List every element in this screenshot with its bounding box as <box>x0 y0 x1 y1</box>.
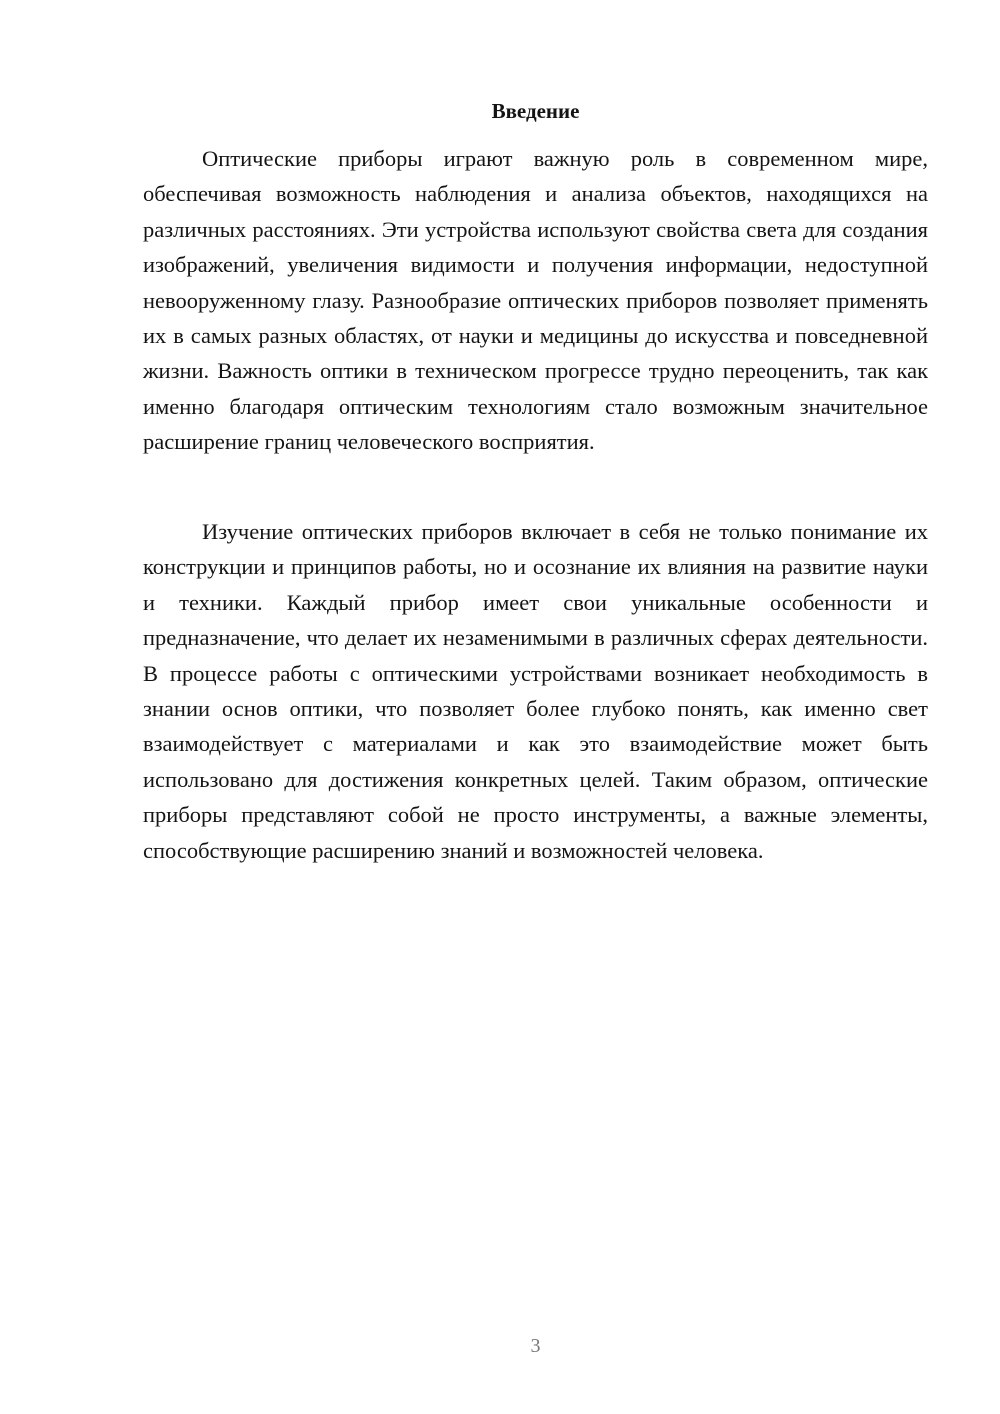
paragraph-2: Изучение оптических приборов включает в себя не только понимание их конструкции и принципов работы, но и осознание их влияния на развитие науки и техники. Каждый прибор имеет свои уникальные особенности и предназначение, что делает их незаменимыми в различных сферах деятельности. В процессе работы с оптическими устройствами возникает необходимость в знании основ оптики, что позволяет более глубоко понять, как именно свет взаимодействует с материалами и как это взаимодействие может быть использовано для достижения конкретных целей. Таким образом, оптические приборы представляют собой не просто инструменты, а важные элементы, способствующие расширению знаний и возможностей человека. <box>143 519 928 863</box>
section-title: Введение <box>491 99 580 123</box>
page-number: 3 <box>530 1335 541 1357</box>
paragraph-1: Оптические приборы играют важную роль в современном мире, обеспечивая возможность наблюдения и анализа объектов, находящихся на различных расстояниях. Эти устройства используют свойства света для создания изображений, увеличения видимости и получения информации, недоступной невооруженному глазу. Разнообразие оптических приборов позволяет применять их в самых разных областях, от науки и медицины до искусства и повседневной жизни. Важность оптики в техническом прогрессе трудно переоценить, так как именно благодаря оптическим технологиям стало возможным значительное расширение границ человеческого восприятия. <box>143 146 928 455</box>
